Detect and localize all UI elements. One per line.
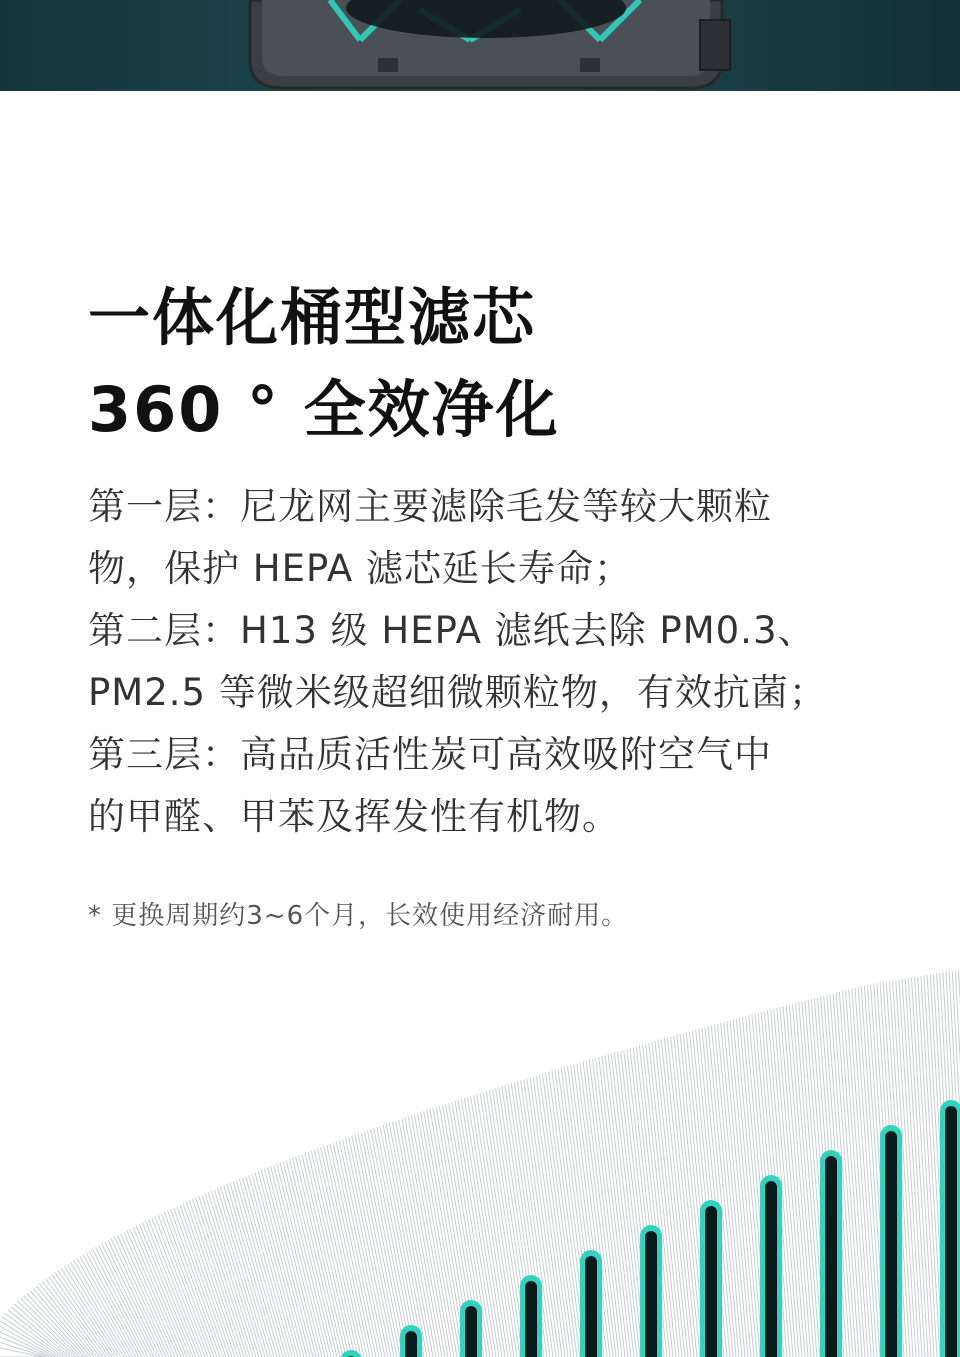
carbon-tube [760,1175,782,1357]
pleat-line [199,1196,250,1357]
pleat-line [196,1198,247,1357]
pleat-line [202,1195,253,1357]
pleat-line [221,1187,271,1357]
headline-block [88,272,908,456]
top-banner-filter-image [0,0,960,91]
pleat-line [664,1038,697,1357]
pleat-line [214,1190,265,1357]
description-line: 物，保护 HEPA 滤芯延长寿命； [88,547,632,590]
carbon-layer-tubes [340,1100,960,1357]
pleat-line [193,1199,245,1357]
footnote: * 更换周期约3~6个月，长效使用经济耐用。 [88,901,629,931]
pleat-line [211,1191,262,1357]
filter-housing-graphic [0,0,960,91]
carbon-tube [400,1325,422,1357]
description-block [88,476,928,848]
description-line: 第一层：尼龙网主要滤除毛发等较大颗粒 [88,485,772,528]
carbon-tube [640,1225,662,1357]
pleat-line [208,1192,259,1357]
pleat-line [480,1093,520,1357]
pleat-line [661,1039,694,1357]
description-line: 第二层：H13 级 HEPA 滤纸去除 PM0.3、 [88,609,816,652]
carbon-tube [460,1300,482,1357]
pleated-filter-illustration [0,950,960,1357]
description-line: 的甲醛、甲苯及挥发性有机物。 [88,795,620,838]
description-line: PM2.5 等微米级超细微颗粒物，有效抗菌； [88,671,827,714]
carbon-tube [520,1275,542,1357]
pleat-line [483,1092,523,1357]
pleat-line [899,977,922,1357]
pleat-lines [0,958,960,1357]
pleat-line [218,1188,269,1357]
pleat-line [0,1338,46,1357]
headline-line-1: 一体化桶型滤芯 [88,281,537,354]
description-line: 第三层：高品质活性炭可高效吸附空气中 [88,733,772,776]
pleat-line [658,1040,691,1357]
pleat-line [205,1194,256,1357]
carbon-tube [700,1200,722,1357]
carbon-tube [820,1150,842,1357]
carbon-tube [880,1125,902,1357]
pleat-line [477,1094,517,1357]
carbon-tube [580,1250,602,1357]
carbon-tube [340,1350,362,1357]
carbon-tube [940,1100,960,1357]
headline-line-2: 360 ° 全效净化 [88,373,560,446]
pleat-line [668,1038,701,1357]
